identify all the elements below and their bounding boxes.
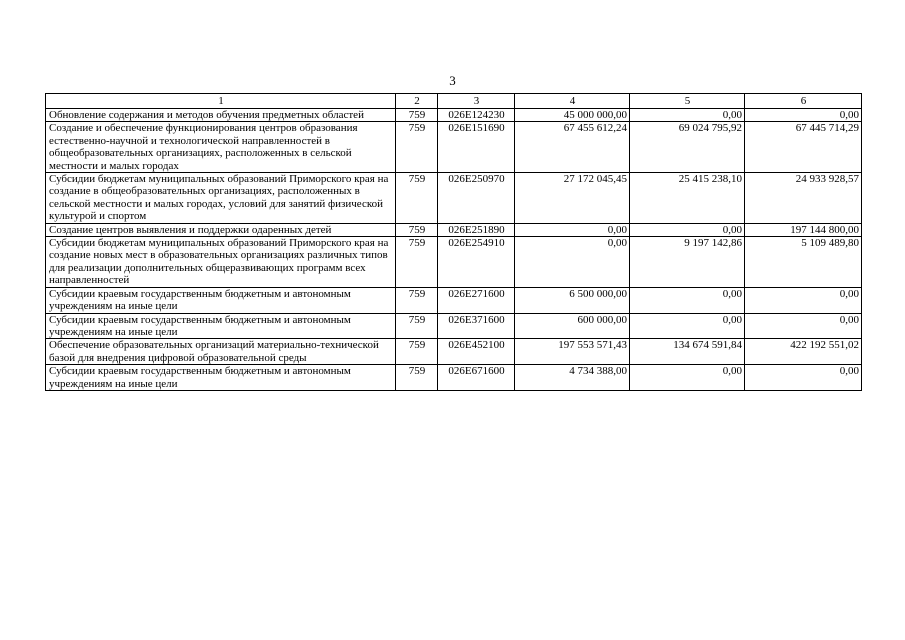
target-code-cell: 026E452100 [438,339,515,365]
amount-col-4-cell: 6 500 000,00 [515,287,630,313]
amount-col-5-cell: 0,00 [630,313,745,339]
amount-col-5-cell: 134 674 591,84 [630,339,745,365]
header-col-1: 1 [46,94,396,109]
ministry-code-cell: 759 [396,223,438,236]
table-row [46,109,862,122]
amount-col-5-cell: 0,00 [630,223,745,236]
table-row [46,122,862,173]
ministry-code-cell: 759 [396,339,438,365]
row-name-cell: Субсидии краевым государственным бюджетным и автономным учреждениям на иные цели [46,287,396,313]
row-name-cell: Субсидии бюджетам муниципальных образований Приморского края на создание в общеобразовательных организациях, расположенных в сельской местности и малых городах, условий для занятий физической культурой и спортом [46,173,396,224]
header-col-2: 2 [396,94,438,109]
amount-col-6-cell: 0,00 [745,365,862,391]
header-row [46,94,862,109]
table-row [46,237,862,288]
table-row [46,313,862,339]
row-name-cell: Субсидии краевым государственным бюджетным и автономным учреждениям на иные цели [46,313,396,339]
ministry-code-cell: 759 [396,365,438,391]
target-code-cell: 026E371600 [438,313,515,339]
target-code-cell: 026E124230 [438,109,515,122]
row-name-cell: Создание и обеспечение функционирования центров образования естественно-научной и технологической направленностей в общеобразовательных организациях, расположенных в сельской местности и малых городах [46,122,396,173]
amount-col-6-cell: 24 933 928,57 [745,173,862,224]
target-code-cell: 026E671600 [438,365,515,391]
ministry-code-cell: 759 [396,122,438,173]
budget-table [45,93,862,391]
amount-col-5-cell: 9 197 142,86 [630,237,745,288]
amount-col-4-cell: 197 553 571,43 [515,339,630,365]
amount-col-6-cell: 0,00 [745,109,862,122]
amount-col-4-cell: 0,00 [515,237,630,288]
ministry-code-cell: 759 [396,313,438,339]
amount-col-6-cell: 5 109 489,80 [745,237,862,288]
target-code-cell: 026E251890 [438,223,515,236]
table-row [46,287,862,313]
amount-col-5-cell: 0,00 [630,109,745,122]
row-name-cell: Субсидии краевым государственным бюджетным и автономным учреждениям на иные цели [46,365,396,391]
amount-col-6-cell: 197 144 800,00 [745,223,862,236]
amount-col-5-cell: 0,00 [630,365,745,391]
header-col-4: 4 [515,94,630,109]
ministry-code-cell: 759 [396,173,438,224]
row-name-cell: Создание центров выявления и поддержки одаренных детей [46,223,396,236]
ministry-code-cell: 759 [396,237,438,288]
row-name-cell: Субсидии бюджетам муниципальных образований Приморского края на создание новых мест в образовательных организациях различных типов для реализации дополнительных общеразвивающих программ всех направленностей [46,237,396,288]
amount-col-4-cell: 27 172 045,45 [515,173,630,224]
header-col-3: 3 [438,94,515,109]
amount-col-4-cell: 0,00 [515,223,630,236]
ministry-code-cell: 759 [396,109,438,122]
header-col-5: 5 [630,94,745,109]
header-col-6: 6 [745,94,862,109]
page-number: 3 [449,73,456,88]
amount-col-6-cell: 0,00 [745,287,862,313]
amount-col-6-cell: 67 445 714,29 [745,122,862,173]
amount-col-5-cell: 69 024 795,92 [630,122,745,173]
amount-col-4-cell: 4 734 388,00 [515,365,630,391]
amount-col-4-cell: 600 000,00 [515,313,630,339]
target-code-cell: 026E271600 [438,287,515,313]
amount-col-5-cell: 0,00 [630,287,745,313]
table-row [46,339,862,365]
table-row [46,365,862,391]
target-code-cell: 026E250970 [438,173,515,224]
amount-col-6-cell: 0,00 [745,313,862,339]
row-name-cell: Обновление содержания и методов обучения предметных областей [46,109,396,122]
row-name-cell: Обеспечение образовательных организаций материально-технической базой для внедрения цифровой образовательной среды [46,339,396,365]
table-row [46,223,862,236]
amount-col-5-cell: 25 415 238,10 [630,173,745,224]
target-code-cell: 026E254910 [438,237,515,288]
ministry-code-cell: 759 [396,287,438,313]
amount-col-4-cell: 67 455 612,24 [515,122,630,173]
target-code-cell: 026E151690 [438,122,515,173]
amount-col-6-cell: 422 192 551,02 [745,339,862,365]
table-row [46,173,862,224]
amount-col-4-cell: 45 000 000,00 [515,109,630,122]
